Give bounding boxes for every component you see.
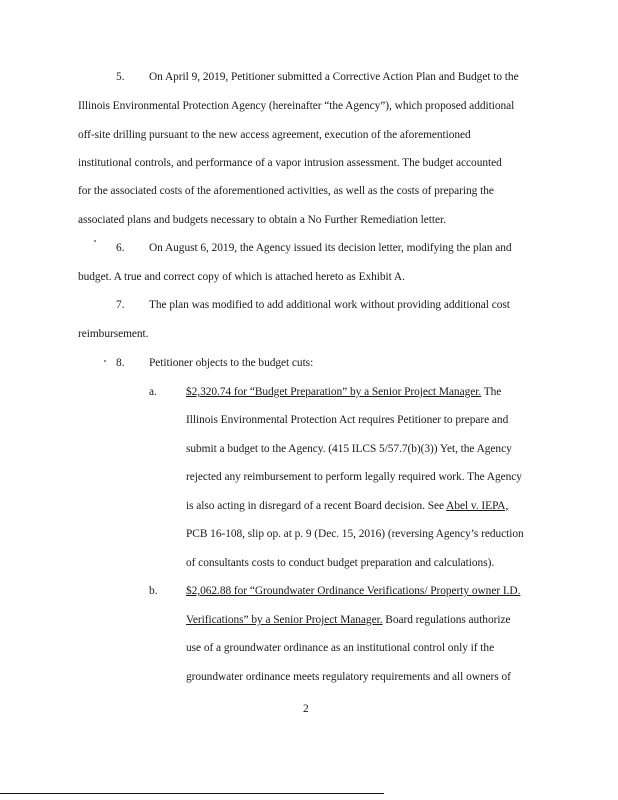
page-number: 2	[303, 703, 309, 715]
item-line	[186, 499, 508, 513]
item-heading-rest: Board regulations authorize	[382, 614, 511, 626]
paragraph-line: for the associated costs of the aforementioned activities, as well as the costs of preparing the	[78, 185, 494, 197]
item-line	[186, 584, 520, 598]
item-line	[186, 385, 501, 399]
paragraph-line: off-site drilling pursuant to the new access agreement, execution of the aforementioned	[78, 129, 471, 141]
item-heading-rest: The	[481, 386, 502, 398]
item-heading: $2,062.88 for “Groundwater Ordinance Verifications/ Property owner I.D.	[186, 585, 521, 597]
item-line: use of a groundwater ordinance as an institutional control only if the	[186, 642, 495, 654]
item-heading: $2,320.74 for “Budget Preparation” by a Senior Project Manager.	[186, 386, 482, 398]
paragraph-line: On August 6, 2019, the Agency issued its decision letter, modifying the plan and	[149, 242, 512, 254]
paragraph-line: budget. A true and correct copy of which is attached hereto as Exhibit A.	[78, 271, 405, 283]
paragraph-number: 8.	[116, 357, 125, 369]
paragraph-number: 7.	[116, 299, 125, 311]
bottom-rule	[0, 793, 384, 794]
paragraph-line: The plan was modified to add additional work without providing additional cost	[149, 299, 510, 311]
item-line: PCB 16-108, slip op. at p. 9 (Dec. 15, 2016) (reversing Agency’s reduction	[186, 528, 524, 540]
paragraph-line: Petitioner objects to the budget cuts:	[149, 357, 314, 369]
paragraph-number: 5.	[116, 71, 125, 83]
paragraph-line: On April 9, 2019, Petitioner submitted a Corrective Action Plan and Budget to the	[149, 71, 519, 83]
scan-speck	[94, 240, 96, 242]
item-line: groundwater ordinance meets regulatory requirements and all owners of	[186, 671, 511, 683]
scan-speck	[104, 360, 106, 362]
item-letter: a.	[149, 386, 157, 398]
citation-prefix: is also acting in disregard of a recent Board decision. See	[186, 500, 447, 512]
paragraph-line: associated plans and budgets necessary to obtain a No Further Remediation letter.	[78, 214, 446, 226]
item-letter: b.	[149, 585, 158, 597]
paragraph-line: institutional controls, and performance of a vapor intrusion assessment. The budget accounted	[78, 157, 502, 169]
item-heading: Verifications” by a Senior Project Manager.	[186, 614, 383, 626]
item-line: rejected any reimbursement to perform legally required work. The Agency	[186, 471, 522, 483]
item-line: submit a budget to the Agency. (415 ILCS 5/57.7(b)(3)) Yet, the Agency	[186, 443, 512, 455]
item-line: of consultants costs to conduct budget preparation and calculations).	[186, 557, 495, 569]
case-citation: Abel v. IEPA,	[446, 500, 509, 512]
item-line: Illinois Environmental Protection Act requires Petitioner to prepare and	[186, 414, 509, 426]
item-line	[186, 613, 510, 627]
paragraph-number: 6.	[116, 242, 125, 254]
paragraph-line: reimbursement.	[78, 328, 149, 340]
paragraph-line: Illinois Environmental Protection Agency (hereinafter “the Agency”), which proposed additional	[78, 100, 515, 112]
